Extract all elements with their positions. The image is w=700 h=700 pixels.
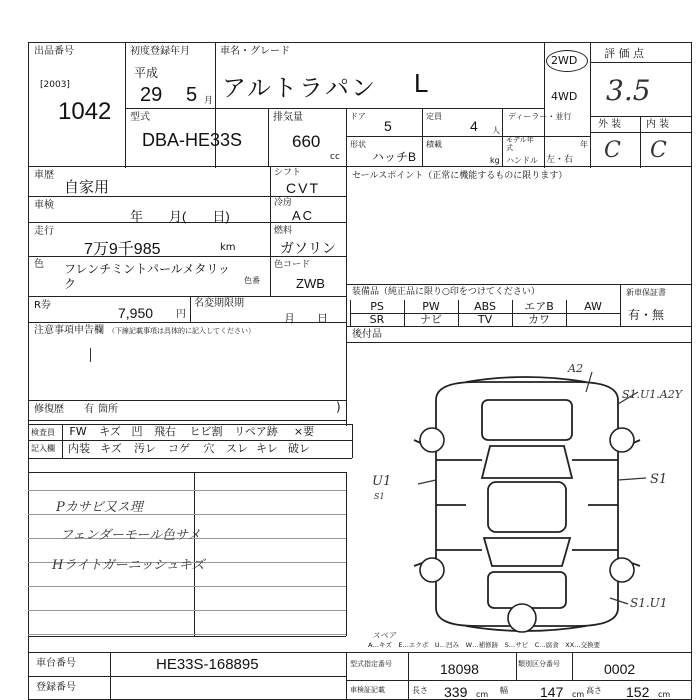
color-code-value: ZWB: [296, 276, 325, 291]
inspector-code: コゲ: [168, 442, 190, 455]
doors-value: 5: [384, 118, 392, 134]
color-label: 色: [34, 259, 44, 270]
inspector-code: 内装: [68, 442, 90, 455]
exterior-grade: C: [604, 138, 621, 163]
notes-label: 注意事項申告欄: [34, 325, 104, 336]
type-designation-label: 型式指定番号: [350, 660, 392, 668]
repair-unit: 箇所: [98, 404, 118, 415]
history-value: 自家用: [64, 179, 110, 196]
inspector-code: キズ: [100, 442, 122, 455]
height-label: 高さ: [586, 686, 602, 695]
car-grade: L: [414, 68, 429, 98]
inspector-code: 飛右: [154, 425, 176, 438]
displacement-unit: cc: [330, 152, 340, 162]
left-side: [436, 460, 482, 550]
rating-value: 3.5: [606, 74, 651, 107]
mark-top: A2: [568, 362, 583, 375]
equipment-item: ナビ: [420, 313, 442, 326]
dims-label: 車検証記載: [350, 686, 385, 694]
color-code-label: 色コード: [274, 260, 311, 270]
shape-value: ハッチB: [372, 150, 417, 164]
wheel-rear-left: [420, 558, 444, 582]
ac-label: 冷房: [274, 198, 293, 208]
damage-legend: A…キズ E…エクボ U…凹み W…補修跡 S…サビ C…腐食 XX…交換要: [368, 641, 601, 649]
spare-tire: [508, 604, 536, 632]
exterior-label: 外 装: [598, 119, 622, 130]
inspector-code: 凹: [131, 425, 143, 438]
color-value: フレンチミントパールメタリック: [64, 262, 230, 291]
repair-value: 有: [84, 404, 94, 415]
width-label: 幅: [500, 686, 508, 695]
inspector-code: リペア跡: [234, 425, 278, 438]
class-label: 類別区分番号: [518, 660, 560, 668]
mark-left-sub: S1: [374, 492, 385, 501]
inspector-code: スレ: [226, 442, 248, 455]
comment-2: フェンダーモール色サメ: [60, 528, 201, 543]
length-value: 339: [444, 684, 468, 700]
trunk: [488, 572, 566, 608]
reg-month: 5: [186, 84, 198, 106]
inspector-code: ×要: [293, 425, 315, 438]
car-name: アルトラパン: [222, 75, 378, 102]
right-mirror: [618, 440, 640, 566]
era-label: 平成: [134, 66, 159, 80]
rtax-label: R券: [34, 300, 51, 311]
mileage-label: 走行: [34, 226, 54, 237]
notes-sublabel: （下線記載事項は具体的に記入してください）: [108, 327, 255, 335]
model-year-label: モデル年式: [506, 136, 534, 152]
mark-top-right: S1.U1.A2Y: [622, 388, 683, 401]
equipment-item: PS: [370, 300, 384, 313]
shift-label: シフト: [274, 168, 302, 178]
reg-label: 登録番号: [36, 682, 76, 693]
equipment-item: カワ: [528, 313, 550, 326]
inspector-code: ヒビ割: [189, 425, 223, 438]
recycle-label: 名変期限期: [194, 298, 244, 309]
warranty-label: 新車保証書: [626, 288, 666, 297]
drive-2wd: 2WD: [551, 54, 578, 67]
shift-value: CVT: [286, 180, 320, 196]
roof: [488, 482, 566, 532]
class-value: 0002: [604, 661, 636, 677]
equipment-label: 装備品（純正品に限り○印をつけてください）: [352, 287, 540, 297]
equipment-item: ABS: [474, 300, 496, 313]
rtax-unit: 円: [176, 309, 186, 320]
mark-left: U1: [372, 474, 392, 489]
drive-4wd: 4WD: [551, 90, 578, 103]
first-reg-label: 初度登録年月: [130, 46, 190, 57]
interior-grade: C: [650, 138, 667, 163]
windshield: [482, 446, 572, 478]
equipment-item: TV: [477, 313, 493, 326]
comment-3: Hライトガーニッシュキズ: [52, 558, 205, 573]
ac-value: AC: [292, 208, 315, 223]
capacity-value: 4: [470, 118, 478, 134]
rating-label: 評 価 点: [604, 47, 644, 60]
lot-label: 出品番号: [34, 46, 74, 57]
doors-label: ドア: [350, 112, 366, 121]
rear-window: [484, 538, 570, 566]
rtax-value: 7,950: [118, 305, 154, 321]
height-value: 152: [626, 684, 650, 700]
fuel-label: 燃料: [274, 226, 293, 236]
load-unit: kg: [490, 156, 500, 165]
reg-year: 29: [140, 84, 163, 106]
lot-code: [2003]: [40, 80, 70, 90]
name-grade-label: 車名・グレード: [220, 46, 290, 57]
inspector-code: キズ: [99, 425, 121, 438]
mark-bottom: スペア: [372, 631, 396, 640]
history-label: 車歴: [34, 170, 54, 181]
mileage-unit: km: [220, 242, 236, 253]
comment-1: Pカサビ又ス理: [56, 500, 143, 515]
chassis-value: HE33S-168895: [156, 656, 259, 673]
capacity-label: 定員: [426, 112, 442, 121]
mileage-value: 7万9千985: [84, 241, 161, 258]
handle-label: ハンドル: [506, 156, 538, 165]
capacity-unit: 人: [492, 126, 500, 135]
color-no-label: 色番: [244, 276, 260, 285]
equipment-item: エアB: [524, 300, 554, 313]
wheel-front-left: [420, 428, 444, 452]
equipment-item: PW: [422, 300, 440, 313]
inspection-label: 車検: [34, 200, 54, 211]
inspector-label-1: 検査員: [31, 428, 55, 437]
inspector-code: 汚レ: [134, 442, 156, 455]
sales-point-label: セールスポイント（正常に機能するものに限ります）: [352, 171, 568, 181]
shape-label: 形状: [350, 140, 366, 149]
wheel-front-right: [610, 428, 634, 452]
equipment-item: SR: [369, 313, 385, 326]
displacement-value: 660: [292, 132, 321, 151]
width-unit: cm: [572, 690, 585, 699]
aftermarket-label: 後付品: [352, 329, 382, 340]
width-value: 147: [540, 684, 564, 700]
model-value: DBA-HE33S: [142, 130, 243, 150]
dealer-label: ディーラー・並行: [508, 112, 572, 121]
inspector-code: 穴: [203, 442, 215, 455]
chassis-label: 車台番号: [36, 658, 76, 669]
notes-mark: [90, 348, 91, 362]
type-designation-value: 18098: [440, 661, 479, 677]
warranty-value: 有・無: [628, 308, 665, 322]
right-side: [572, 460, 618, 550]
load-label: 積載: [426, 140, 442, 149]
inspector-label-2: 記入欄: [31, 444, 55, 453]
inspection-value: 年 月( 日): [130, 209, 230, 224]
equipment-item: AW: [584, 300, 602, 313]
height-unit: cm: [658, 690, 671, 699]
left-mirror: [414, 440, 436, 566]
year-unit: 年: [580, 140, 588, 149]
interior-label: 内 装: [646, 119, 670, 130]
inspector-code: キレ: [256, 442, 278, 455]
length-unit: cm: [476, 690, 489, 699]
inspector-code: 破レ: [288, 442, 310, 455]
car-outline: [436, 382, 618, 626]
repair-bracket: ): [336, 400, 341, 414]
fuel-value: ガソリン: [280, 240, 336, 256]
lot-number: 1042: [58, 98, 112, 125]
model-label: 型式: [130, 112, 150, 123]
recycle-value: 月 日: [284, 313, 328, 325]
mark-bottom-right: S1.U1: [630, 596, 668, 610]
wheel-rear-right: [610, 558, 634, 582]
repair-label: 修復歴: [34, 404, 64, 415]
handle-value: 左・右: [546, 155, 574, 165]
month-unit: 月: [204, 96, 214, 106]
hood: [482, 400, 572, 440]
length-label: 長さ: [412, 686, 428, 695]
inspector-code: FW: [69, 425, 87, 438]
mark-right: S1: [650, 472, 668, 487]
displacement-label: 排気量: [273, 112, 303, 123]
